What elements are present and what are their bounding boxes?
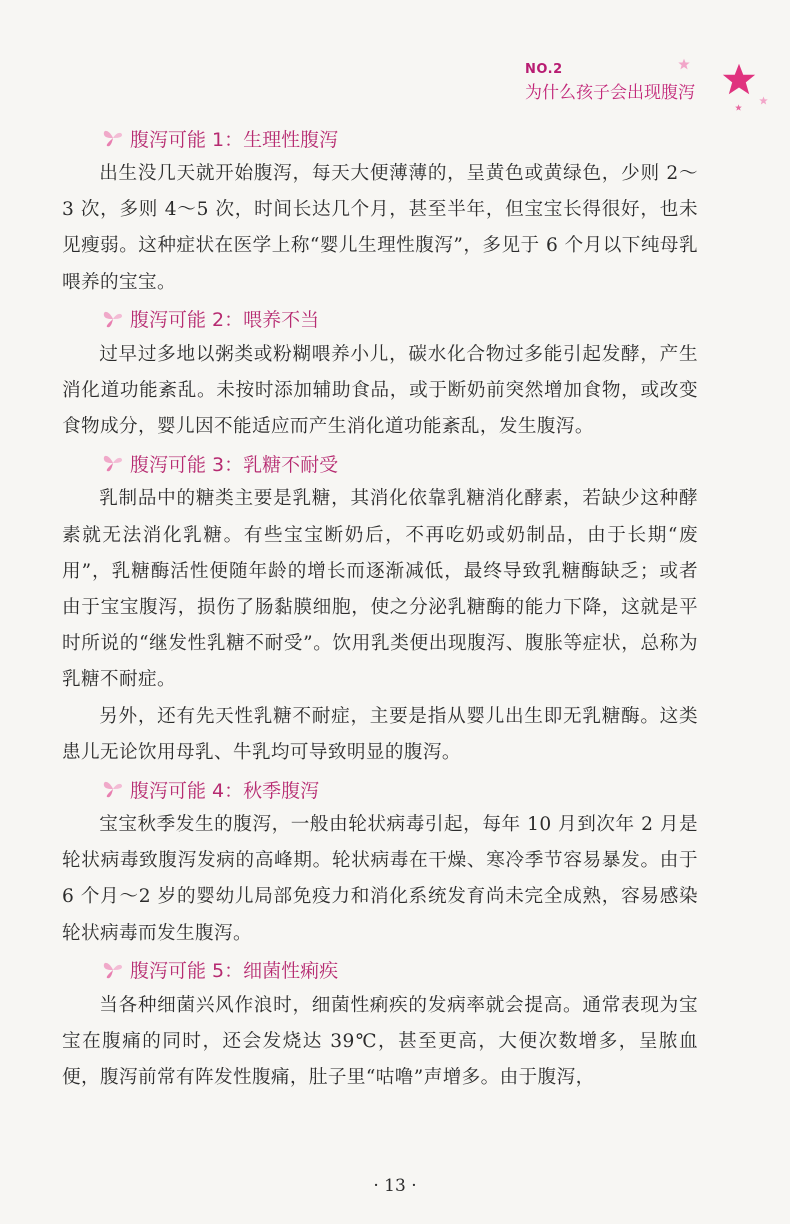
paragraph: 宝宝秋季发生的腹泻，一般由轮状病毒引起，每年 10 月到次年 2 月是轮状病毒致腹泻发病的高峰期。轮状病毒在干燥、寒冷季节容易暴发。由于 6 个月～2 岁的婴幼儿局部免疫力和消化系统发育尚未完全成熟，容易感染轮状病毒而发生腹泻。 [62,814,698,944]
section-title-text: 腹泻可能 3：乳糖不耐受 [130,453,339,476]
butterfly-icon [102,960,124,980]
chapter-title: 为什么孩子会出现腹泻 [525,83,695,103]
section-title-text: 腹泻可能 1：生理性腹泻 [130,128,339,151]
small-star-icon [759,96,768,105]
butterfly-icon [102,453,124,473]
section-title-text: 腹泻可能 4：秋季腹泻 [130,779,320,802]
section-heading [102,952,698,988]
page-content [62,120,698,1096]
section-heading [102,301,698,337]
page-number: · 13 · [373,1176,417,1196]
section-heading [102,771,698,807]
paragraph: 另外，还有先天性乳糖不耐症，主要是指从婴儿出生即无乳糖酶。这类患儿无论饮用母乳、牛乳均可导致明显的腹泻。 [62,705,698,763]
paragraph: 当各种细菌兴风作浪时，细菌性痢疾的发病率就会提高。通常表现为宝宝在腹痛的同时，还会发烧达 39℃，甚至更高，大便次数增多，呈脓血便，腹泻前常有阵发性腹痛，肚子里“咕噜”声增多。由于腹泻， [62,994,698,1089]
butterfly-icon [102,309,124,329]
running-header [525,62,695,103]
paragraph: 过早过多地以粥类或粉糊喂养小儿，碳水化合物过多能引起发酵，产生消化道功能紊乱。未按时添加辅助食品，或于断奶前突然增加食物，或改变食物成分，婴儿因不能适应而产生消化道功能紊乱，发生腹泻。 [62,343,698,438]
paragraph: 乳制品中的糖类主要是乳糖，其消化依靠乳糖消化酵素，若缺少这种酵素就无法消化乳糖。有些宝宝断奶后，不再吃奶或奶制品，由于长期“废用”，乳糖酶活性便随年龄的增长而逐渐减低，最终导致乳糖酶缺乏；或者由于宝宝腹泻，损伤了肠黏膜细胞，使之分泌乳糖酶的能力下降，这就是平时所说的“继发性乳糖不耐受”。饮用乳类便出现腹泻、腹胀等症状，总称为乳糖不耐症。 [62,488,698,691]
section-title-text: 腹泻可能 5：细菌性痢疾 [130,960,339,983]
butterfly-icon [102,128,124,148]
small-star-icon [735,104,742,111]
chapter-number: NO.2 [525,62,563,77]
small-star-icon [678,58,690,70]
section-title-text: 腹泻可能 2：喂养不当 [130,309,320,332]
section-heading [102,120,698,156]
paragraph: 出生没几天就开始腹泻，每天大便薄薄的，呈黄色或黄绿色，少则 2～3 次，多则 4～5 次，时间长达几个月，甚至半年，但宝宝长得很好，也未见瘦弱。这种症状在医学上称“婴儿生理性腹泻”，多见于 6 个月以下纯母乳喂养的宝宝。 [62,163,698,293]
butterfly-icon [102,779,124,799]
star-icon [722,62,756,96]
section-heading [102,445,698,481]
